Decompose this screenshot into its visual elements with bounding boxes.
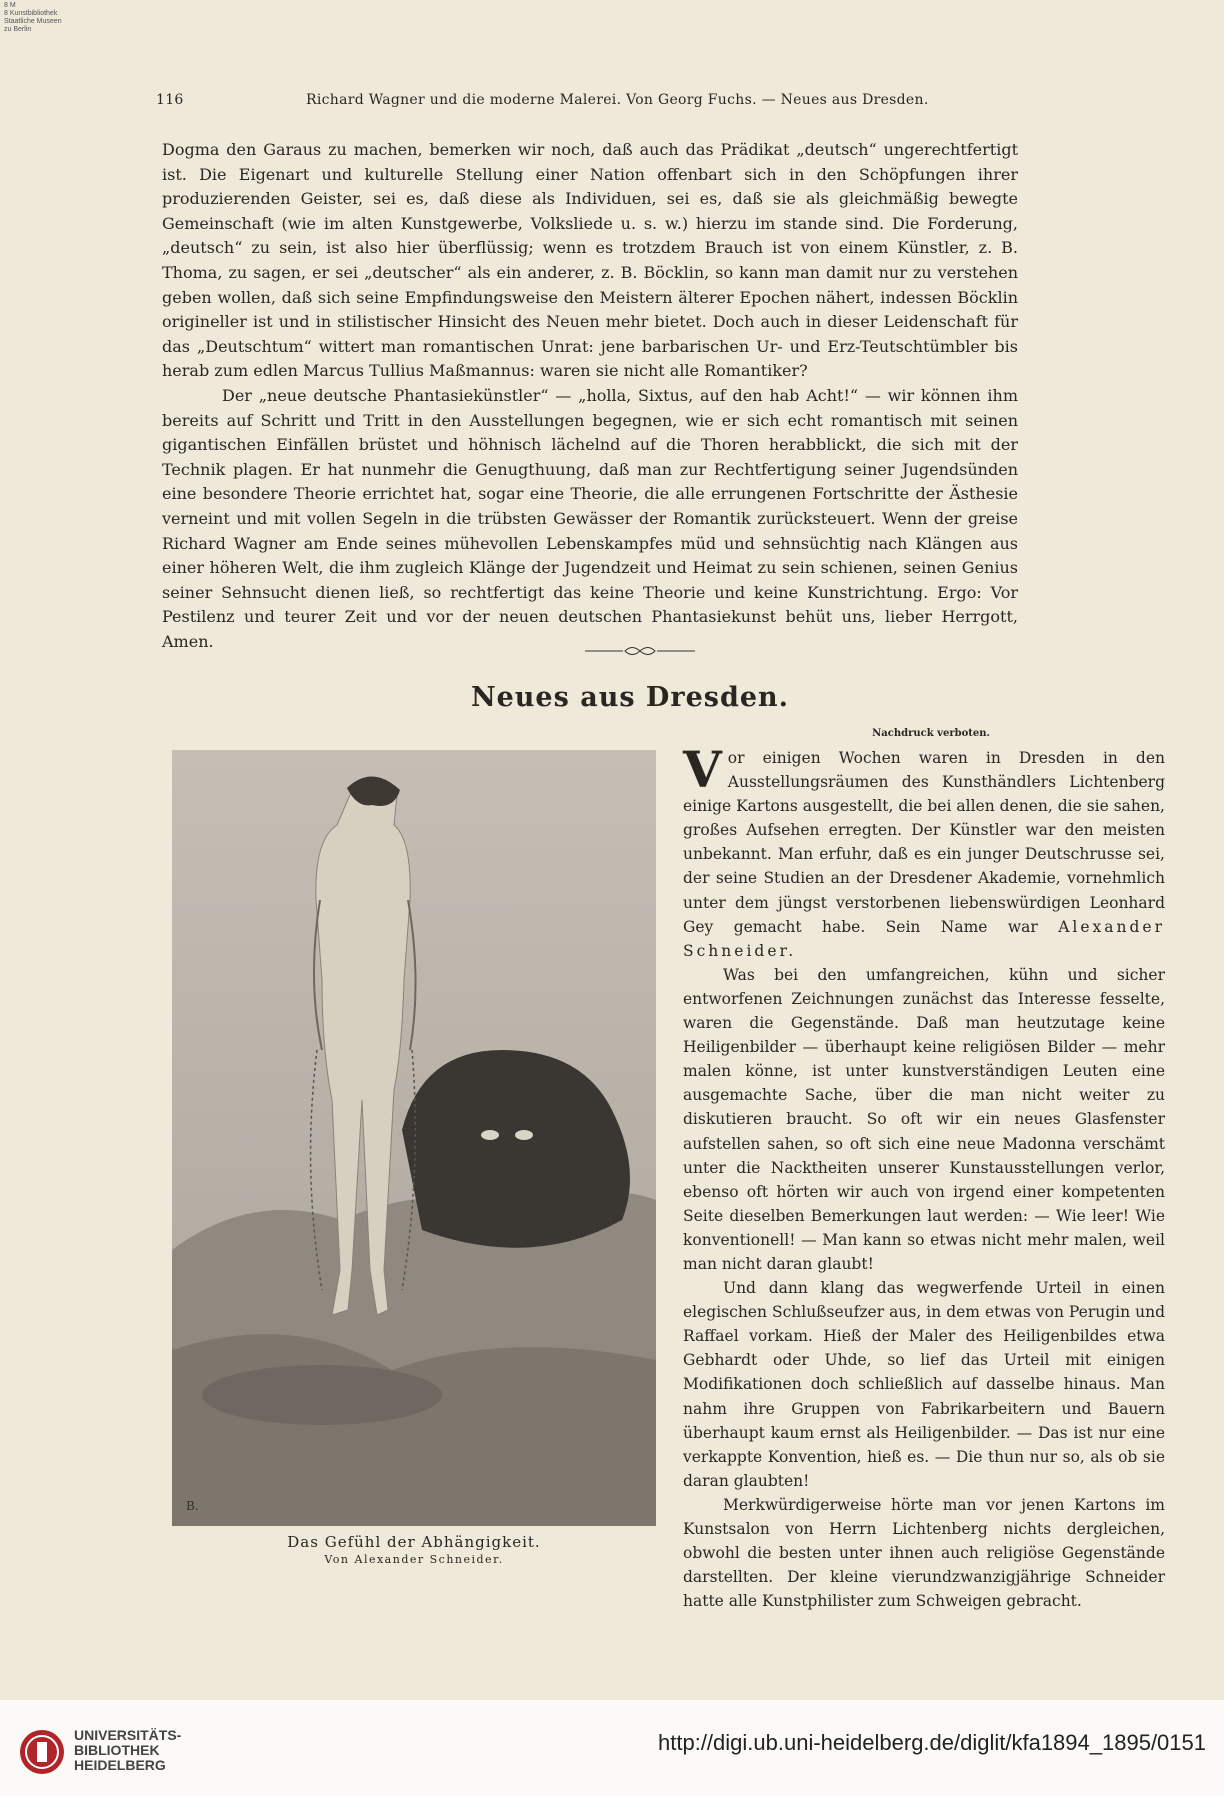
caption-credit: Von Alexander Schneider. [324,1553,504,1566]
library-name-line: UNIVERSITÄTS- [74,1727,182,1743]
section-title: Neues aus Dresden. [470,682,790,713]
paragraph: Was bei den umfangreichen, kühn und sicher entworfenen Zeichnungen zunächst das Interesse fesselte, waren die Gegenstände. Daß man heutzutage keine Heiligenbilder — überhaupt keine religiösen Bilder — mehr malen könne, ist unter kunstverständigen Leuten eine ausgemachte Sache, über die man nicht weiter zu diskutieren braucht. So oft wir ein neues Glasfenster aufstellen sahen, so oft sich eine neue Madonna verschämt unter die Nacktheiten unserer Kunstausstellungen verlor, ebenso oft hörten wir auch von irgend einer kompetenten Seite dieselben Bemerkungen laut werden: — Wie leer! Wie konventionell! — Man kann so etwas nicht mehr malen, weil man nicht daran glaubt! [683,965,1165,1273]
paragraph-text: or einigen Wochen waren in Dresden in den Ausstellungsräumen des Kunsthändlers Lichtenberg einige Kartons ausgestellt, die bei allen denen, die sie sahen, großes Aufsehen erregten. Der Künstler war den meisten unbekannt. Man erfuhr, daß es ein junger Deutschrusse sei, der seine Studien an der Dresdener Akademie, vornehmlich unter dem jüngst verstorbenen liebenswürdigen Leonhard Gey gemacht habe. Sein Name war [683,749,1165,936]
library-name [74,1728,181,1773]
library-name-line: HEIDELBERG [74,1757,166,1773]
stamp-line: Staatliche Museen [4,18,62,25]
drop-cap: V [683,740,722,799]
paragraph: Der „neue deutsche Phantasiekünstler“ — „holla, Sixtus, auf den hab Acht!“ — wir können ihm bereits auf Schritt und Tritt in den Ausstellungen begegnen, wie er sich echt romantisch mit seinen gigantischen Einfällen brüstet und höhnisch lächelnd auf die Thoren herabblickt, die sich mit der Technik plagen. Er hat nunmehr die Genugthuung, daß man zur Rechtfertigung seiner Jugendsünden eine besondere Theorie errichtet hat, sogar eine Theorie, die alle errungenen Fortschritte der Ästhesie verneint und mit vollen Segeln in die trübsten Gewässer der Romantik zurücksteuert. Wenn der greise Richard Wagner am Ende seines mühevollen Lebenskampfes müd und sehnsüchtig nach Klängen aus einer höheren Welt, die ihm zugleich Klänge der Jugendzeit und Heimat zu sein schienen, seinen Genius seiner Sehnsucht dienen ließ, so rechtfertigt das keine Theorie und keine Kunstrichtung. Ergo: Vor Pestilenz und teurer Zeit und vor der neuen deutschen Phantasiekunst behüt uns, lieber Herrgott, Amen. [162,385,1018,651]
paragraph: Dogma den Garaus zu machen, bemerken wir noch, daß auch das Prädikat „deutsch“ ungerechtfertigt ist. Die Eigenart und kulturelle Stellung einer Nation offenbart sich in den Schöpfungen ihrer produzierenden Geister, sei es, daß diese als Individuen, sei es, daß sie als gleichmäßig bewegte Gemeinschaft (wie im alten Kunstgewerbe, Volksliede u. s. w.) hierzu im stande sind. Die Forderung, „deutsch“ zu sein, ist also hier überflüssig; wenn es trotzdem Brauch ist von einem Künstler, z. B. Thoma, zu sagen, er sei „deutscher“ als ein anderer, z. B. Böcklin, so kann man damit nur zu verstehen geben wollen, daß sich seine Empfindungsweise den Meistern älterer Epochen nähert, indessen Böcklin origineller ist und in stilistischer Hinsicht des Neuen mehr bietet. Doch auch in dieser Leidenschaft für das „Deutschtum“ wittert man romantischen Unrat: jene barbarischen Ur- und Erz-Teutschtümbler bis herab zum edlen Marcus Tullius Maßmannus: waren sie nicht alle Romantiker? [162,140,1018,381]
artist-signature: B. [186,1499,199,1513]
running-title: Richard Wagner und die moderne Malerei. Von Georg Fuchs. — Neues aus Dresden. [306,92,929,108]
artist-name: Alexander Schneider. [683,917,1165,960]
paragraph: Merkwürdigerweise hörte man vor jenen Kartons im Kunstsalon von Herrn Lichtenberg nichts dergleichen, obwohl die besten unter ihnen auch religiöse Gegenstände darstellten. Der kleine vierundzwanzigjährige Schneider hatte alle Kunstphilister zum Schweigen gebracht. [683,1495,1165,1611]
paragraph: Und dann klang das wegwerfende Urteil in einen elegischen Schlußseufzer aus, in dem etwas von Perugin und Raffael vorkam. Hieß der Maler des Heiligenbildes etwa Gebhardt oder Uhde, so lief das Urteil mit einigen Modifikationen doch schließlich auf dasselbe hinaus. Man nahm ihre Gruppen von Fabrikarbeitern und Bauern überhaupt kaum ernst als Heiligenbilder. — Das ist nur eine verkappte Konvention, hieß es. — Die thun nur so, als ob sie daran glaubten! [683,1279,1165,1490]
stamp-line: 8 M [4,2,16,9]
reprint-notice: Nachdruck verboten. [872,728,990,739]
illustration-drawing [172,750,656,1526]
footer-bar [0,1700,1224,1796]
library-stamp [4,2,84,34]
source-url-link[interactable]: http://digi.ub.uni-heidelberg.de/diglit/kfa1894_1895/0151 [658,1730,1206,1755]
university-seal-icon [18,1728,66,1776]
stamp-line: zu Berlin [4,26,32,33]
caption-title: Das Gefühl der Abhängigkeit. [287,1533,541,1551]
article-column [683,740,1165,1613]
stamp-line: 8 Kunstbibliothek [4,10,58,17]
ornament-divider [585,644,695,658]
page-number: 116 [156,92,184,108]
figure-caption [172,1532,656,1568]
paragraph [683,740,1165,963]
library-name-line: BIBLIOTHEK [74,1742,160,1758]
article-end [162,138,1018,654]
illustration [172,750,656,1526]
